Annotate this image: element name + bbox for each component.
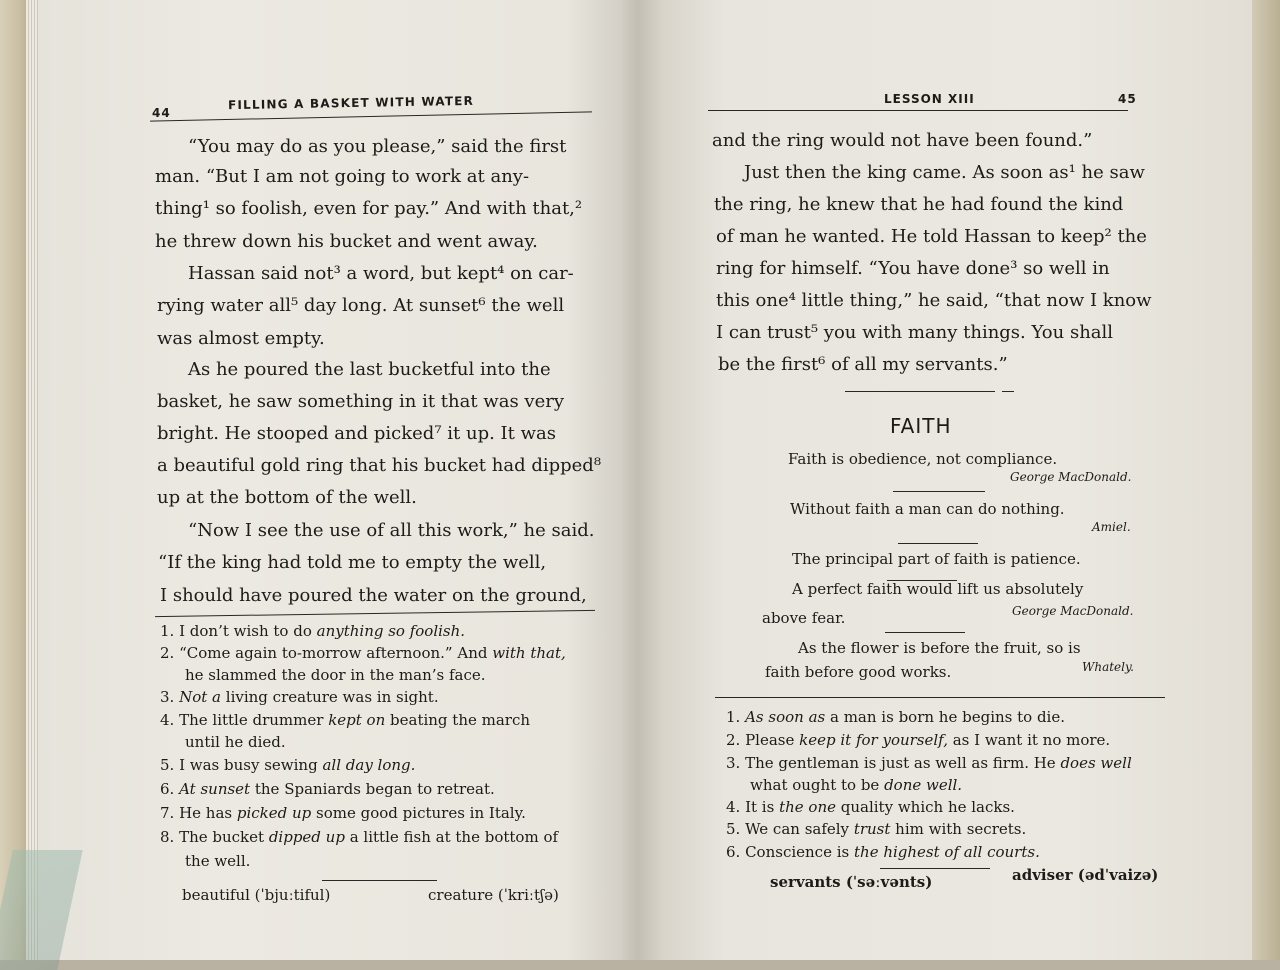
quote-line: faith before good works. — [765, 663, 952, 681]
quote-line: The principal part of faith is patience. — [792, 550, 1081, 568]
footnote-emphasis: At sunset — [179, 780, 251, 798]
footnote-emphasis: Not a — [179, 688, 221, 706]
quote-separator — [887, 580, 957, 581]
footnote-line — [185, 668, 486, 683]
footnote-line — [726, 756, 1132, 771]
quote-line: above fear. — [762, 609, 846, 627]
right-section-rule — [845, 391, 995, 392]
right-phonetic-1: servants (ˈsəːvənts) — [770, 873, 933, 891]
text-line: I should have poured the water on the ground, — [160, 585, 587, 606]
quote-line: A perfect faith would lift us absolutely — [792, 580, 1084, 598]
text-line: was almost empty. — [157, 328, 325, 349]
footnote-emphasis: kept on — [328, 711, 386, 729]
text-line: Hassan said not³ a word, but kept⁴ on car- — [188, 263, 574, 284]
footnote-text: 7. He has — [160, 804, 237, 822]
faith-title: FAITH — [890, 414, 952, 438]
text-line: Just then the king came. As soon as¹ he saw — [744, 162, 1145, 183]
text-line: thing¹ so foolish, even for pay.” And with that,² — [155, 198, 583, 219]
quote-author: Whately. — [1082, 660, 1134, 674]
footnote-line — [750, 778, 962, 793]
quote-separator — [893, 491, 985, 492]
footnote-emphasis: dipped up — [268, 828, 345, 846]
footnote-line — [185, 735, 286, 750]
footnote-text: as I want it no more. — [947, 731, 1111, 749]
quote-author: George MacDonald. — [1010, 470, 1132, 484]
footnote-line — [726, 710, 1065, 725]
left-running-title: FILLING A BASKET WITH WATER — [227, 93, 475, 113]
footnote-text: 5. I was busy sewing — [160, 756, 323, 774]
footnote-text: 4. It is — [726, 798, 780, 816]
footnote-line — [160, 646, 566, 661]
footnote-text: 6. — [160, 780, 180, 798]
text-line: basket, he saw something in it that was very — [157, 391, 564, 412]
text-line: this one⁴ little thing,” he said, “that now I know — [716, 290, 1152, 311]
footnote-emphasis: does well — [1060, 754, 1132, 772]
text-line: the ring, he knew that he had found the kind — [714, 194, 1124, 215]
footnote-emphasis: with that, — [492, 644, 566, 662]
footnote-text: the well. — [185, 852, 251, 870]
footnote-text: he slammed the door in the man’s face. — [185, 666, 486, 684]
text-line: he threw down his bucket and went away. — [155, 231, 538, 252]
footnote-text: 2. Please — [726, 731, 800, 749]
text-line: of man he wanted. He told Hassan to keep² the — [716, 226, 1147, 247]
right-header-rule — [708, 110, 1128, 111]
footnote-emphasis: anything so foolish. — [316, 622, 466, 640]
left-phonetic-rule — [322, 880, 437, 881]
left-phonetic-1: beautiful (ˈbjuːtiful) — [182, 886, 331, 904]
left-phonetic-2: creature (ˈkriːtʃə) — [428, 886, 559, 904]
quote-line: Without faith a man can do nothing. — [790, 500, 1065, 518]
right-page-number: 45 — [1118, 92, 1137, 106]
footnote-line — [160, 713, 530, 728]
footnote-emphasis: the one — [779, 798, 836, 816]
text-line: man. “But I am not going to work at any- — [155, 166, 530, 187]
footnote-emphasis: all day long. — [322, 756, 416, 774]
footnote-text: what ought to be — [750, 776, 885, 794]
footnote-emphasis: picked up — [236, 804, 312, 822]
footnote-text: 4. The little drummer — [160, 711, 329, 729]
right-phonetic-rule — [880, 868, 990, 869]
footnote-text: 8. The bucket — [160, 828, 269, 846]
footnote-text: 3. — [160, 688, 180, 706]
footnote-line — [160, 806, 526, 821]
footnote-text: 3. The gentleman is just as well as firm. He — [726, 754, 1061, 772]
text-line: “If the king had told me to empty the well, — [158, 552, 547, 573]
footnote-text: a little fish at the bottom of — [344, 828, 559, 846]
footnote-text: 2. “Come again to-morrow afternoon.” And — [160, 644, 493, 662]
footnote-line — [726, 845, 1040, 860]
right-footnote-rule — [715, 697, 1165, 698]
footnote-line — [726, 800, 1015, 815]
footnote-text: quality which he lacks. — [835, 798, 1015, 816]
quote-separator — [885, 632, 965, 633]
footnote-line — [726, 733, 1110, 748]
text-line: bright. He stooped and picked⁷ it up. It was — [157, 423, 556, 444]
text-line: and the ring would not have been found.” — [712, 130, 1093, 151]
text-line: ring for himself. “You have done³ so well in — [716, 258, 1110, 279]
quote-line: As the flower is before the fruit, so is — [798, 639, 1081, 657]
footnote-text: until he died. — [185, 733, 286, 751]
right-running-title: LESSON XIII — [884, 92, 975, 106]
right-phonetic-2: adviser (ədˈvaizə) — [1012, 866, 1159, 884]
text-line: I can trust⁵ you with many things. You shall — [716, 322, 1114, 343]
footnote-line — [185, 854, 250, 869]
footnote-text: him with secrets. — [890, 820, 1027, 838]
footnote-text: living creature was in sight. — [221, 688, 439, 706]
quote-author: George MacDonald. — [1012, 604, 1134, 618]
footnote-emphasis: the highest of all courts. — [854, 843, 1040, 861]
quote-author: Amiel. — [1092, 520, 1131, 534]
footnote-line — [160, 782, 495, 797]
footnote-text: 1. I don’t wish to do — [160, 622, 317, 640]
footnote-text: beating the march — [385, 711, 531, 729]
quote-line: Faith is obedience, not compliance. — [788, 450, 1058, 468]
footnote-line — [160, 690, 439, 705]
footnote-line — [160, 624, 465, 639]
book-right-edge — [1252, 0, 1280, 960]
quote-separator — [898, 543, 978, 544]
footnote-emphasis: keep it for yourself, — [799, 731, 948, 749]
footnote-line — [726, 822, 1026, 837]
right-section-rule-dash — [1002, 391, 1014, 392]
text-line: up at the bottom of the well. — [157, 487, 417, 508]
footnote-text: a man is born he begins to die. — [825, 708, 1065, 726]
text-line: a beautiful gold ring that his bucket had dipped⁸ — [157, 455, 602, 476]
footnote-line — [160, 758, 415, 773]
footnote-text: 1. — [726, 708, 746, 726]
text-line: As he poured the last bucketful into the — [188, 359, 551, 380]
text-line: “Now I see the use of all this work,” he said. — [188, 520, 595, 541]
text-line: be the first⁶ of all my servants.” — [718, 354, 1008, 375]
footnote-text: 5. We can safely — [726, 820, 854, 838]
left-page-number: 44 — [152, 106, 171, 120]
text-line: rying water all⁵ day long. At sunset⁶ the well — [157, 295, 565, 316]
footnote-emphasis: trust — [853, 820, 891, 838]
footnote-text: the Spaniards began to retreat. — [250, 780, 495, 798]
text-line: “You may do as you please,” said the first — [188, 136, 567, 157]
footnote-emphasis: As soon as — [745, 708, 826, 726]
footnote-text: 6. Conscience is — [726, 843, 854, 861]
footnote-line — [160, 830, 558, 845]
footnote-text: some good pictures in Italy. — [311, 804, 526, 822]
footnote-emphasis: done well. — [884, 776, 963, 794]
